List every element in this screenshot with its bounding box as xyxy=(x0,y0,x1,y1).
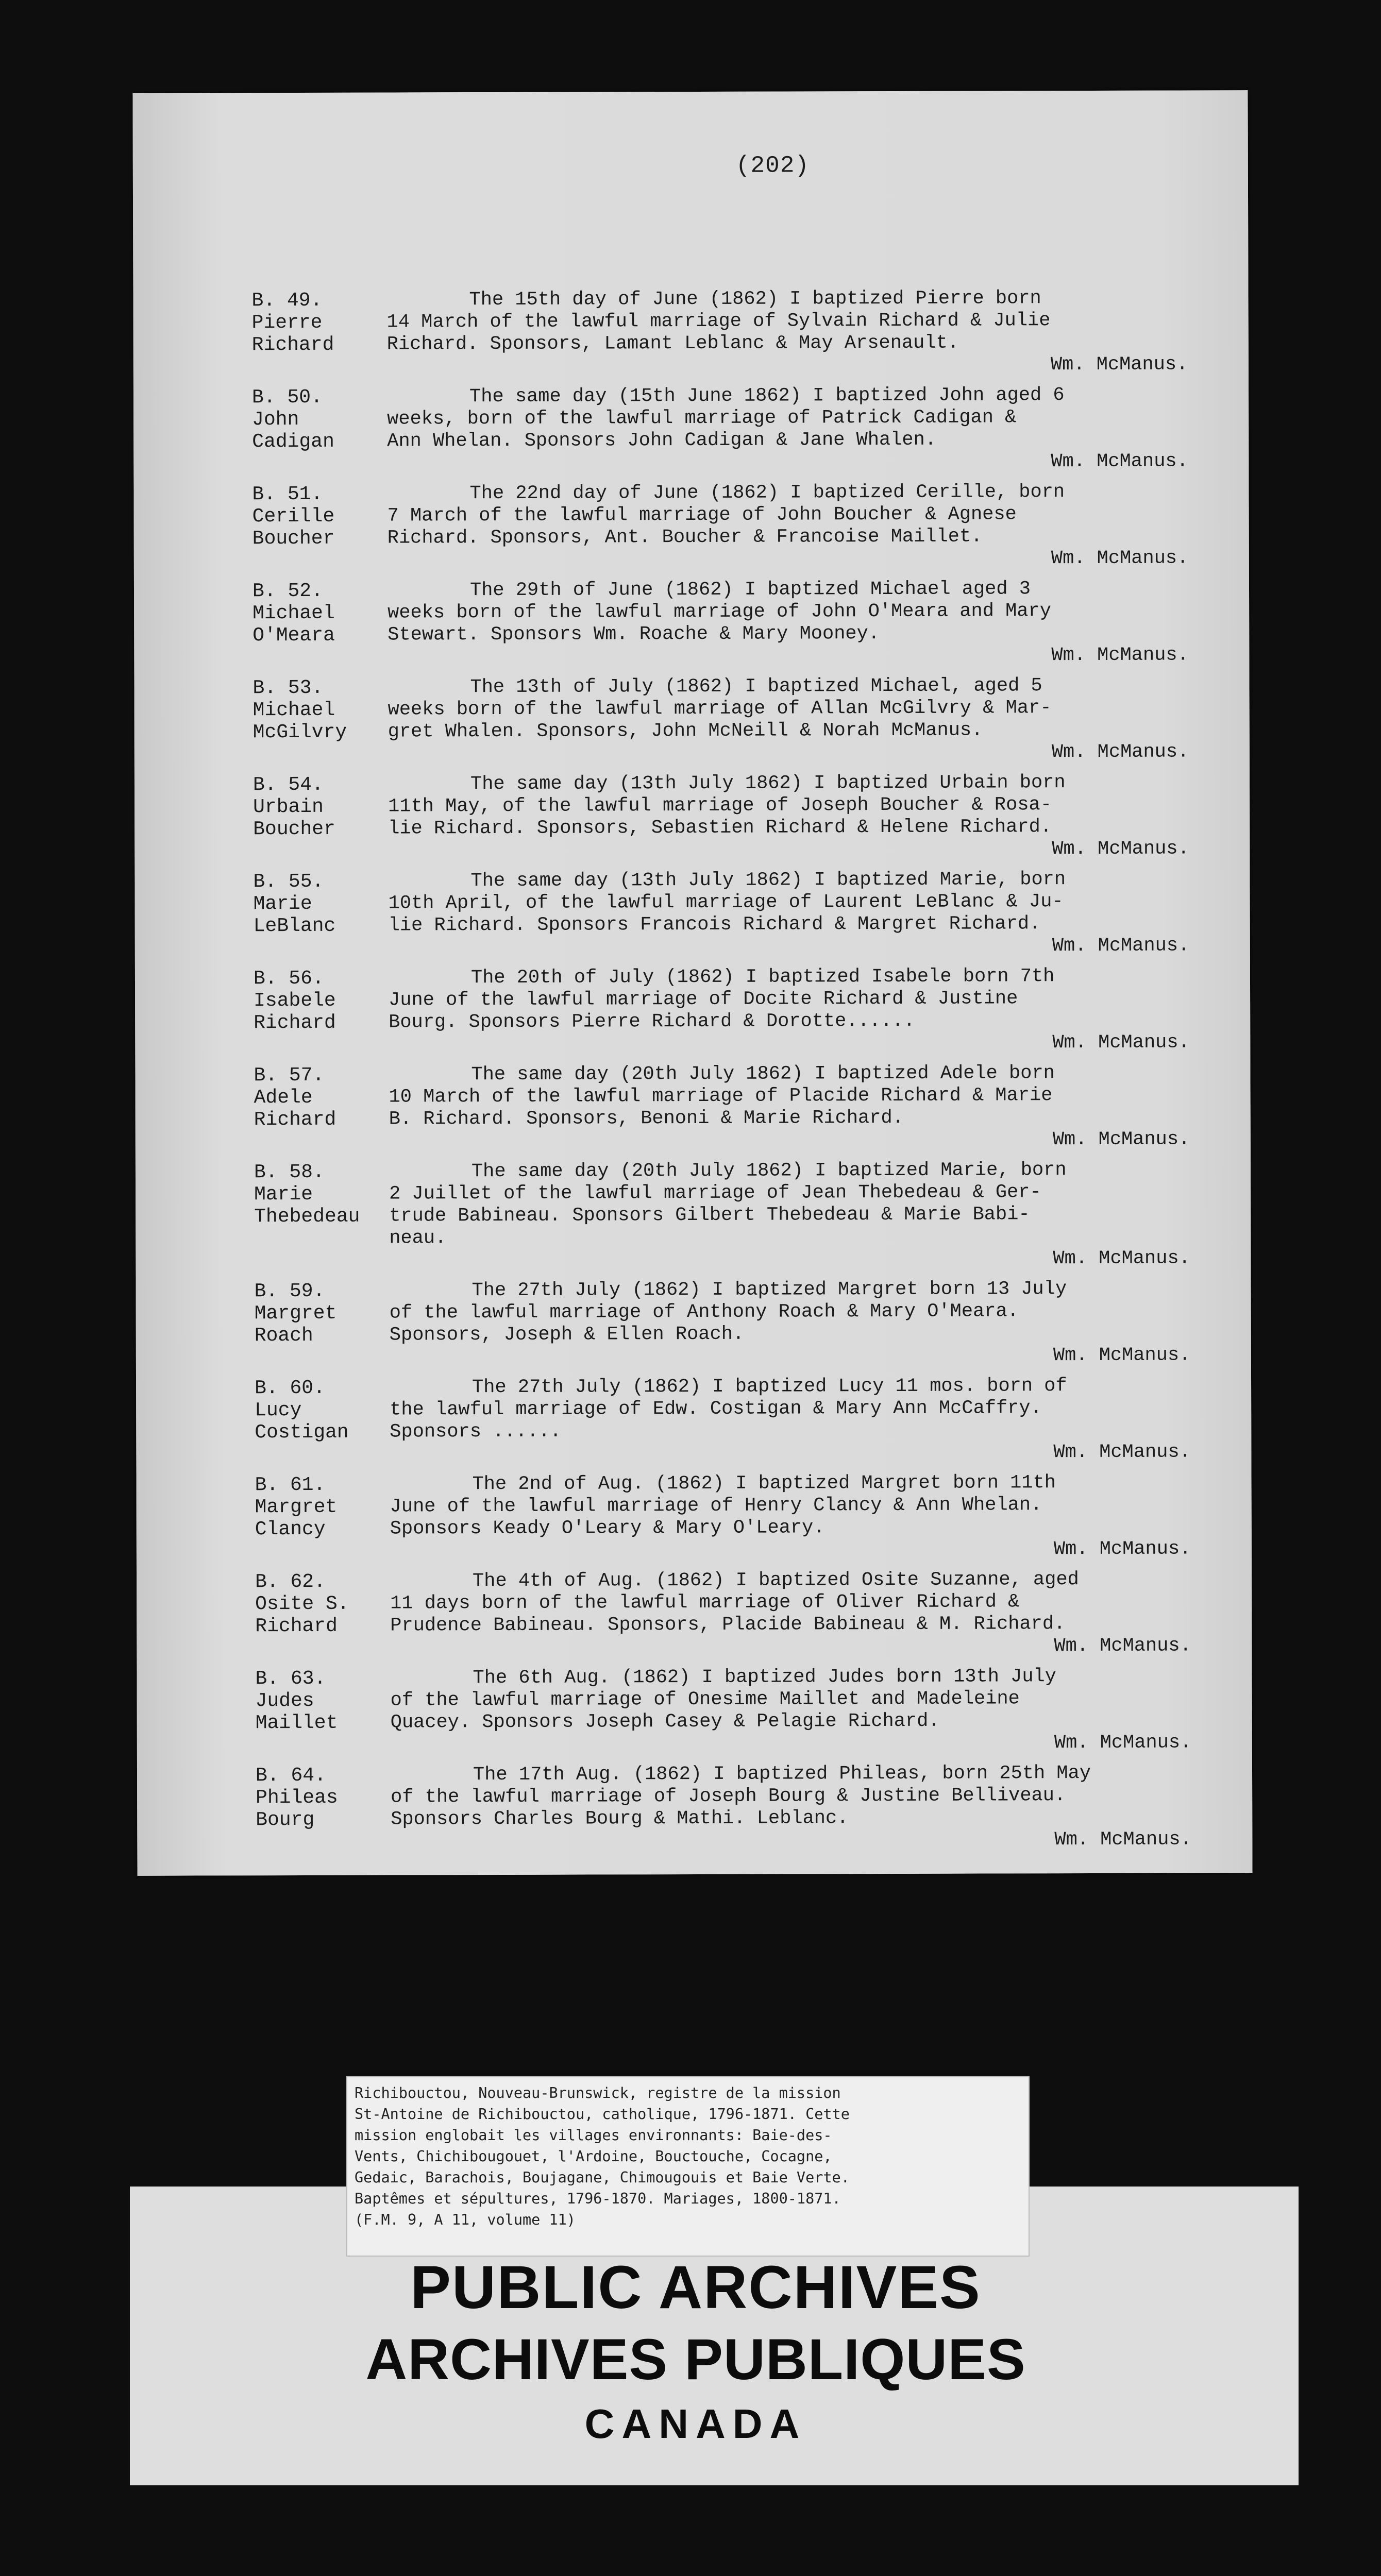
entry-reference-line: Clancy xyxy=(255,1518,326,1541)
baptism-entry xyxy=(254,965,1233,1056)
entry-text-line: The 27th July (1862) I baptized Margret born 13 July xyxy=(471,1278,1067,1302)
entry-text xyxy=(387,384,1211,452)
entry-reference-line: Michael xyxy=(252,699,335,722)
entry-text-line: The same day (20th July 1862) I baptized Marie, born xyxy=(471,1159,1067,1183)
entry-reference-line: Richard xyxy=(254,1108,336,1131)
entry-reference-line: B. 55. xyxy=(253,870,324,893)
caption-line: St-Antoine de Richibouctou, catholique, 1796-1871. Cette xyxy=(355,2106,850,2123)
baptism-entry xyxy=(255,1278,1234,1369)
entry-signature: Wm. McManus. xyxy=(1051,741,1189,764)
entry-reference xyxy=(253,871,366,938)
entry-signature: Wm. McManus. xyxy=(1054,1828,1192,1851)
entry-text xyxy=(389,965,1213,1033)
entry-signature: Wm. McManus. xyxy=(1054,1732,1192,1754)
baptism-entry xyxy=(255,1665,1234,1756)
entry-reference xyxy=(255,1377,368,1444)
entry-text-line: 7 March of the lawful marriage of John Boucher & Agnese xyxy=(387,503,1017,527)
entry-reference xyxy=(254,1161,367,1228)
archives-stamp xyxy=(325,2251,1067,2452)
entry-text-line: The 27th July (1862) I baptized Lucy 11 mos. born of xyxy=(471,1375,1067,1399)
entry-text-line: lie Richard. Sponsors, Sebastien Richard & Helene Richard. xyxy=(388,816,1052,840)
caption-line: Richibouctou, Nouveau-Brunswick, registre de la mission xyxy=(355,2084,841,2102)
entry-reference-line: Maillet xyxy=(255,1711,338,1735)
entry-text-line: Richard. Sponsors, Ant. Boucher & Francoise Maillet. xyxy=(387,526,983,549)
entry-reference xyxy=(254,968,367,1035)
entry-text-line: Ann Whelan. Sponsors John Cadigan & Jane Whalen. xyxy=(387,429,937,452)
caption-line: (F.M. 9, A 11, volume 11) xyxy=(355,2211,576,2228)
entry-reference-line: B. 53. xyxy=(252,676,324,700)
baptism-entry xyxy=(253,771,1232,862)
entry-text-line: The 4th of Aug. (1862) I baptized Osite Suzanne, aged xyxy=(472,1569,1079,1592)
caption-line: Baptêmes et sépultures, 1796-1870. Mariages, 1800-1871. xyxy=(355,2190,841,2207)
entry-text xyxy=(390,1665,1215,1734)
entry-reference-line: Osite S. xyxy=(255,1592,349,1616)
archives-line-french: ARCHIVES PUBLIQUES xyxy=(365,2327,1026,2392)
entry-reference-line: B. 51. xyxy=(252,483,323,506)
entry-reference-line: B. 56. xyxy=(253,967,324,990)
entry-reference xyxy=(255,1280,368,1347)
entry-signature: Wm. McManus. xyxy=(1053,1538,1191,1561)
entry-reference-line: Isabele xyxy=(254,989,336,1012)
entry-text-line: The 20th of July (1862) I baptized Isabele born 7th xyxy=(470,965,1055,989)
entry-text xyxy=(388,578,1212,646)
baptism-entry xyxy=(255,1568,1234,1659)
entry-text-line: 2 Juillet of the lawful marriage of Jean Thebedeau & Ger- xyxy=(389,1181,1041,1205)
entry-reference-line: Richard xyxy=(251,333,334,357)
entry-reference-line: Michael xyxy=(252,602,335,625)
entry-reference-line: Costigan xyxy=(255,1421,349,1444)
entry-reference-line: B. 59. xyxy=(254,1280,325,1303)
entry-reference-line: B. 63. xyxy=(255,1667,326,1690)
collection-caption xyxy=(346,2076,1030,2257)
entry-reference-line: Roach xyxy=(254,1324,313,1347)
entry-text-line: Bourg. Sponsors Pierre Richard & Dorotte...... xyxy=(389,1010,915,1033)
entry-text-line: June of the lawful marriage of Docite Richard & Justine xyxy=(389,988,1018,1011)
page-number: (202) xyxy=(735,152,810,179)
entry-text-line: Sponsors Charles Bourg & Mathi. Leblanc. xyxy=(391,1807,849,1831)
entry-text-line: Quacey. Sponsors Joseph Casey & Pelagie Richard. xyxy=(390,1710,940,1734)
entry-reference-line: Cadigan xyxy=(252,430,334,453)
entry-signature: Wm. McManus. xyxy=(1051,450,1188,473)
entry-text-line: 11 days born of the lawful marriage of Oliver Richard & xyxy=(390,1591,1020,1615)
entry-signature: Wm. McManus. xyxy=(1053,1247,1190,1270)
entry-text-line: Sponsors ...... xyxy=(390,1420,562,1443)
entry-text-line: of the lawful marriage of Onesime Maillet and Madeleine xyxy=(390,1688,1020,1711)
entry-reference-line: B. 58. xyxy=(254,1161,325,1184)
entry-reference-line: Urbain xyxy=(253,795,324,819)
entry-reference-line: John xyxy=(252,408,299,431)
baptism-entry xyxy=(254,1062,1233,1153)
entry-reference-line: Judes xyxy=(255,1689,314,1713)
caption-line: mission englobait les villages environnants: Baie-des- xyxy=(355,2127,832,2144)
entry-reference-line: B. 60. xyxy=(255,1377,325,1400)
entry-reference-line: B. 64. xyxy=(255,1764,326,1787)
entry-text-line: Stewart. Sponsors Wm. Roache & Mary Mooney. xyxy=(388,623,880,646)
entry-reference-line: Pierre xyxy=(251,311,323,334)
entry-reference xyxy=(252,483,365,550)
entry-text-line: lie Richard. Sponsors Francois Richard & Margret Richard. xyxy=(388,913,1041,937)
entry-reference-line: Thebedeau xyxy=(254,1205,360,1228)
entry-reference-line: Boucher xyxy=(253,818,335,841)
baptism-entry xyxy=(252,674,1232,766)
baptism-entry xyxy=(252,481,1231,572)
entry-reference-line: Boucher xyxy=(252,527,335,550)
entry-reference xyxy=(253,774,366,841)
entry-reference-line: McGilvry xyxy=(252,721,347,744)
entry-text-line: Prudence Babineau. Sponsors, Placide Babineau & M. Richard. xyxy=(390,1613,1066,1637)
caption-line: Vents, Chichibougouet, l'Ardoine, Bouctouche, Cocagne, xyxy=(355,2148,832,2165)
entry-text-line: The 29th of June (1862) I baptized Michael aged 3 xyxy=(469,578,1031,602)
entry-text-line: weeks born of the lawful marriage of John O'Meara and Mary xyxy=(388,600,1051,624)
entry-signature: Wm. McManus. xyxy=(1051,644,1189,667)
entry-reference-line: B. 54. xyxy=(252,773,324,796)
entry-text xyxy=(388,771,1212,840)
baptism-entry xyxy=(252,578,1232,669)
entry-text xyxy=(389,1062,1213,1130)
entry-reference-line: Margret xyxy=(255,1496,338,1519)
entry-reference xyxy=(252,677,366,744)
entry-signature: Wm. McManus. xyxy=(1053,1441,1191,1464)
entry-text-line: The 22nd day of June (1862) I baptized Cerille, born xyxy=(469,481,1065,505)
entry-reference-line: Phileas xyxy=(256,1786,338,1809)
entry-text-line: 10 March of the lawful marriage of Placide Richard & Marie xyxy=(389,1084,1053,1108)
entry-signature: Wm. McManus. xyxy=(1050,353,1188,376)
entry-text-line: The same day (20th July 1862) I baptized Adele born xyxy=(471,1062,1055,1086)
baptism-entry xyxy=(252,384,1231,475)
entry-text xyxy=(386,287,1211,355)
entry-reference-line: B. 61. xyxy=(255,1473,326,1497)
register-page xyxy=(132,90,1252,1876)
entry-reference-line: Adele xyxy=(254,1086,313,1109)
entry-text-line: of the lawful marriage of Joseph Bourg & Justine Belliveau. xyxy=(391,1785,1066,1808)
entry-reference-line: Bourg xyxy=(256,1808,315,1832)
entry-reference-line: B. 62. xyxy=(255,1570,326,1594)
entry-reference-line: Cerille xyxy=(252,505,335,528)
entry-text-line: Sponsors Keady O'Leary & Mary O'Leary. xyxy=(390,1517,825,1540)
entry-reference xyxy=(255,1571,368,1638)
entry-reference-line: Richard xyxy=(254,1011,336,1035)
entry-reference-line: B. 49. xyxy=(251,289,323,312)
entry-text-line: The 17th Aug. (1862) I baptized Phileas, born 25th May xyxy=(473,1762,1091,1786)
entry-text xyxy=(388,868,1212,937)
entry-reference-line: LeBlanc xyxy=(253,914,336,938)
entry-reference-line: Marie xyxy=(254,1183,313,1206)
baptism-entry xyxy=(256,1762,1235,1853)
entry-reference xyxy=(252,386,365,453)
entry-text-line: Sponsors, Joseph & Ellen Roach. xyxy=(389,1323,745,1346)
entry-text xyxy=(388,674,1212,743)
entry-text xyxy=(390,1375,1214,1443)
entry-signature: Wm. McManus. xyxy=(1052,1031,1190,1054)
entry-signature: Wm. McManus. xyxy=(1051,547,1189,570)
baptism-entries xyxy=(251,287,1235,1861)
baptism-entry xyxy=(253,868,1232,959)
entry-text-line: Richard. Sponsors, Lamant Leblanc & May Arsenault. xyxy=(386,332,959,355)
caption-line: Gedaic, Barachois, Boujagane, Chimougouis et Baie Verte. xyxy=(355,2169,850,2186)
archives-line-english: PUBLIC ARCHIVES xyxy=(410,2253,981,2321)
entry-reference-line: B. 52. xyxy=(252,580,323,603)
entry-reference-line: Marie xyxy=(253,892,312,916)
baptism-entry xyxy=(255,1375,1234,1466)
entry-signature: Wm. McManus. xyxy=(1052,838,1189,860)
entry-text-line: 14 March of the lawful marriage of Sylvain Richard & Julie xyxy=(386,310,1051,333)
entry-reference xyxy=(251,290,365,357)
entry-text-line: 11th May, of the lawful marriage of Joseph Boucher & Rosa- xyxy=(388,794,1052,818)
entry-text-line: weeks born of the lawful marriage of Allan McGilvry & Mar- xyxy=(388,697,1052,721)
entry-reference xyxy=(255,1474,368,1541)
entry-text-line: The same day (15th June 1862) I baptized John aged 6 xyxy=(469,384,1065,408)
entry-text-line: trude Babineau. Sponsors Gilbert Thebedeau & Marie Babi- xyxy=(389,1204,1030,1227)
entry-text xyxy=(389,1159,1214,1249)
entry-text-line: The 6th Aug. (1862) I baptized Judes born 13th July xyxy=(473,1666,1056,1689)
entry-signature: Wm. McManus. xyxy=(1052,935,1190,957)
baptism-entry xyxy=(251,287,1231,378)
entry-text-line: The same day (13th July 1862) I baptized Marie, born xyxy=(470,869,1066,892)
entry-text-line: The 13th of July (1862) I baptized Michael, aged 5 xyxy=(470,675,1042,699)
entry-reference-line: Richard xyxy=(255,1615,338,1638)
entry-text-line: The same day (13th July 1862) I baptized Urbain born xyxy=(470,772,1066,795)
entry-text xyxy=(390,1278,1214,1346)
entry-reference-line: O'Meara xyxy=(252,624,335,647)
entry-text-line: weeks, born of the lawful marriage of Patrick Cadigan & xyxy=(387,406,1017,430)
entry-text-line: 10th April, of the lawful marriage of Laurent LeBlanc & Ju- xyxy=(388,891,1064,914)
entry-text xyxy=(391,1762,1215,1831)
entry-signature: Wm. McManus. xyxy=(1052,1128,1190,1151)
entry-text-line: gret Whalen. Sponsors, John McNeill & Norah McManus. xyxy=(388,719,983,743)
entry-signature: Wm. McManus. xyxy=(1054,1635,1191,1657)
baptism-entry xyxy=(255,1471,1234,1563)
entry-text-line: The 2nd of Aug. (1862) I baptized Margret born 11th xyxy=(472,1472,1056,1496)
entry-reference-line: B. 57. xyxy=(254,1064,325,1087)
entry-reference xyxy=(256,1765,369,1832)
entry-reference xyxy=(254,1064,367,1131)
entry-text-line: of the lawful marriage of Anthony Roach & Mary O'Meara. xyxy=(389,1300,1019,1324)
entry-text-line: June of the lawful marriage of Henry Clancy & Ann Whelan. xyxy=(390,1494,1042,1518)
entry-reference-line: Lucy xyxy=(255,1399,302,1422)
archives-line-country: CANADA xyxy=(584,2401,807,2447)
entry-reference-line: Margret xyxy=(254,1302,337,1325)
entry-reference xyxy=(252,580,366,647)
entry-text-line: The 15th day of June (1862) I baptized Pierre born xyxy=(469,287,1041,311)
entry-reference xyxy=(255,1668,368,1735)
entry-text-line: neau. xyxy=(389,1227,447,1249)
entry-text-line: the lawful marriage of Edw. Costigan & Mary Ann McCaffry. xyxy=(390,1397,1042,1421)
entry-signature: Wm. McManus. xyxy=(1053,1344,1191,1367)
entry-reference-line: B. 50. xyxy=(251,386,323,409)
entry-text xyxy=(390,1568,1215,1637)
entry-text xyxy=(390,1471,1214,1540)
entry-text-line: B. Richard. Sponsors, Benoni & Marie Richard. xyxy=(389,1107,904,1130)
entry-text xyxy=(387,481,1211,549)
baptism-entry xyxy=(254,1159,1234,1272)
